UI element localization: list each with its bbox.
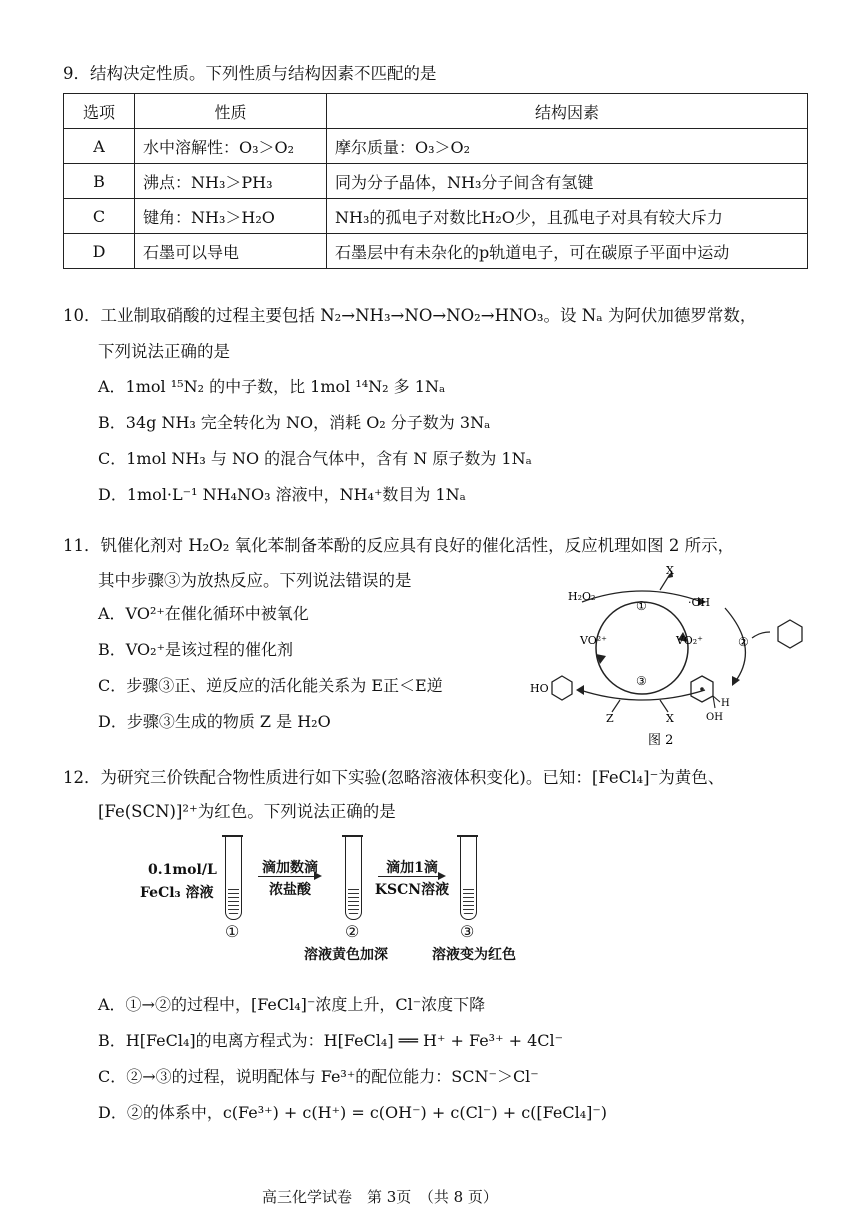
table-row (64, 234, 808, 269)
figure-2-cycle (520, 560, 820, 750)
q11-option-c: C．步骤③正、逆反应的活化能关系为 E正＜E逆 (98, 676, 443, 695)
label-x-top: X (666, 564, 674, 577)
arrowhead-icon (732, 676, 740, 686)
step1-arrow (258, 876, 320, 877)
table-row (64, 164, 808, 199)
header-property: 性质 (135, 94, 327, 129)
step2-arrow (378, 876, 444, 877)
row-option: C (64, 199, 135, 234)
label-x-bottom: X (666, 712, 674, 725)
label-z: Z (606, 712, 614, 725)
label-step3: ③ (636, 674, 647, 688)
q10-option-d: D．1mol·L⁻¹ NH₄NO₃ 溶液中，NH₄⁺数目为 1Nₐ (98, 485, 466, 504)
q12-option-c: C．②→③的过程，说明配体与 Fe³⁺的配位能力：SCN⁻＞Cl⁻ (98, 1067, 539, 1086)
label-oh-sub: OH (706, 712, 723, 723)
q10-option-c: C．1mol NH₃ 与 NO 的混合气体中，含有 N 原子数为 1Nₐ (98, 449, 532, 468)
x-release-arrow (660, 700, 668, 712)
label-ho: HO (530, 682, 549, 695)
label-h2o2: H₂O₂ (568, 590, 596, 603)
label-step1: ① (636, 599, 647, 613)
reagent-name: FeCl₃ 溶液 (140, 885, 214, 901)
label-vo2: VO₂⁺ (676, 634, 703, 647)
label-vo2plus: VO²⁺ (580, 634, 607, 647)
tube-1-label: ① (225, 922, 240, 941)
benzene-feed-line (752, 632, 770, 638)
tube-3-label: ③ (460, 922, 475, 941)
q11-option-a: A．VO²⁺在催化循环中被氧化 (98, 604, 309, 623)
q12-stem-line1: 12．为研究三价铁配合物性质进行如下实验(忽略溶液体积变化)。已知：[FeCl₄]⁻为黄色、 (63, 768, 725, 787)
label-step2: ② (738, 635, 749, 649)
row-option: A (64, 129, 135, 164)
figure-caption: 图 2 (648, 733, 674, 748)
row-cause: 摩尔质量：O₃＞O₂ (327, 129, 808, 164)
q9-table (63, 93, 808, 269)
step1-reagent-name: 浓盐酸 (269, 882, 311, 898)
label-h: H (721, 698, 730, 709)
q11-stem-line2: 其中步骤③为放热反应。下列说法错误的是 (98, 571, 412, 590)
test-tube-3-icon (460, 835, 477, 920)
step2-reagent: 滴加1滴 (386, 860, 438, 876)
arrowhead-icon (576, 685, 584, 695)
q10-stem-line2: 下列说法正确的是 (98, 342, 230, 361)
page-footer: 高三化学试卷 第 3页 （共 8 页） (262, 1188, 498, 1206)
q12-stem-line2: [Fe(SCN)]²⁺为红色。下列说法正确的是 (98, 802, 396, 821)
row-cause: NH₃的孤电子对数比H₂O少，且孤电子对具有较大斥力 (327, 199, 808, 234)
benzene-icon (778, 620, 802, 648)
row-property: 水中溶解性：O₃＞O₂ (135, 129, 327, 164)
z-release-arrow (612, 700, 620, 712)
header-cause: 结构因素 (327, 94, 808, 129)
row-cause: 石墨层中有未杂化的p轨道电子，可在碳原子平面中运动 (327, 234, 808, 269)
row-property: 沸点：NH₃＞PH₃ (135, 164, 327, 199)
observation-tube-2: 溶液黄色加深 (304, 947, 388, 963)
q11-stem-line1: 11．钒催化剂对 H₂O₂ 氧化苯制备苯酚的反应具有良好的催化活性，反应机理如图 2 所示， (63, 536, 735, 555)
phenol-ring-icon (552, 676, 572, 700)
q12-option-b: B．H[FeCl₄]的电离方程式为：H[FeCl₄] ══ H⁺ + Fe³⁺ + 4Cl⁻ (98, 1031, 564, 1050)
step2-reagent-name: KSCN溶液 (374, 882, 450, 898)
test-tube-1-icon (225, 835, 242, 920)
q10-stem-line1: 10．工业制取硝酸的过程主要包括 N₂→NH₃→NO→NO₂→HNO₃。设 Nₐ 为阿伏加德罗常数， (63, 306, 757, 325)
row-property: 石墨可以导电 (135, 234, 327, 269)
q10-option-b: B．34g NH₃ 完全转化为 NO，消耗 O₂ 分子数为 3Nₐ (98, 413, 491, 432)
table-row (64, 129, 808, 164)
row-option: B (64, 164, 135, 199)
observation-tube-3: 溶液变为红色 (432, 947, 516, 963)
radical-dot-icon (700, 687, 704, 691)
test-tube-2-icon (345, 835, 362, 920)
q9-stem: 9．结构决定性质。下列性质与结构因素不匹配的是 (63, 64, 437, 83)
row-option: D (64, 234, 135, 269)
q11-option-b: B．VO₂⁺是该过程的催化剂 (98, 640, 294, 659)
q12-option-a: A．①→②的过程中，[FeCl₄]⁻浓度上升，Cl⁻浓度下降 (98, 995, 486, 1014)
header-option: 选项 (64, 94, 135, 129)
step1-reagent: 滴加数滴 (262, 860, 318, 876)
reagent-concentration: 0.1mol/L (148, 862, 217, 878)
tube-2-label: ② (345, 922, 360, 941)
step3-arc (580, 690, 705, 700)
row-property: 键角：NH₃＞H₂O (135, 199, 327, 234)
table-row (64, 199, 808, 234)
q11-option-d: D．步骤③生成的物质 Z 是 H₂O (98, 712, 331, 731)
label-oh: ·OH (688, 596, 711, 609)
row-cause: 同为分子晶体，NH₃分子间含有氢键 (327, 164, 808, 199)
q10-option-a: A．1mol ¹⁵N₂ 的中子数，比 1mol ¹⁴N₂ 多 1Nₐ (98, 377, 446, 396)
q12-option-d: D．②的体系中，c(Fe³⁺) + c(H⁺) = c(OH⁻) + c(Cl⁻) + c([FeCl₄]⁻) (98, 1103, 608, 1122)
table-header-row (64, 94, 808, 129)
